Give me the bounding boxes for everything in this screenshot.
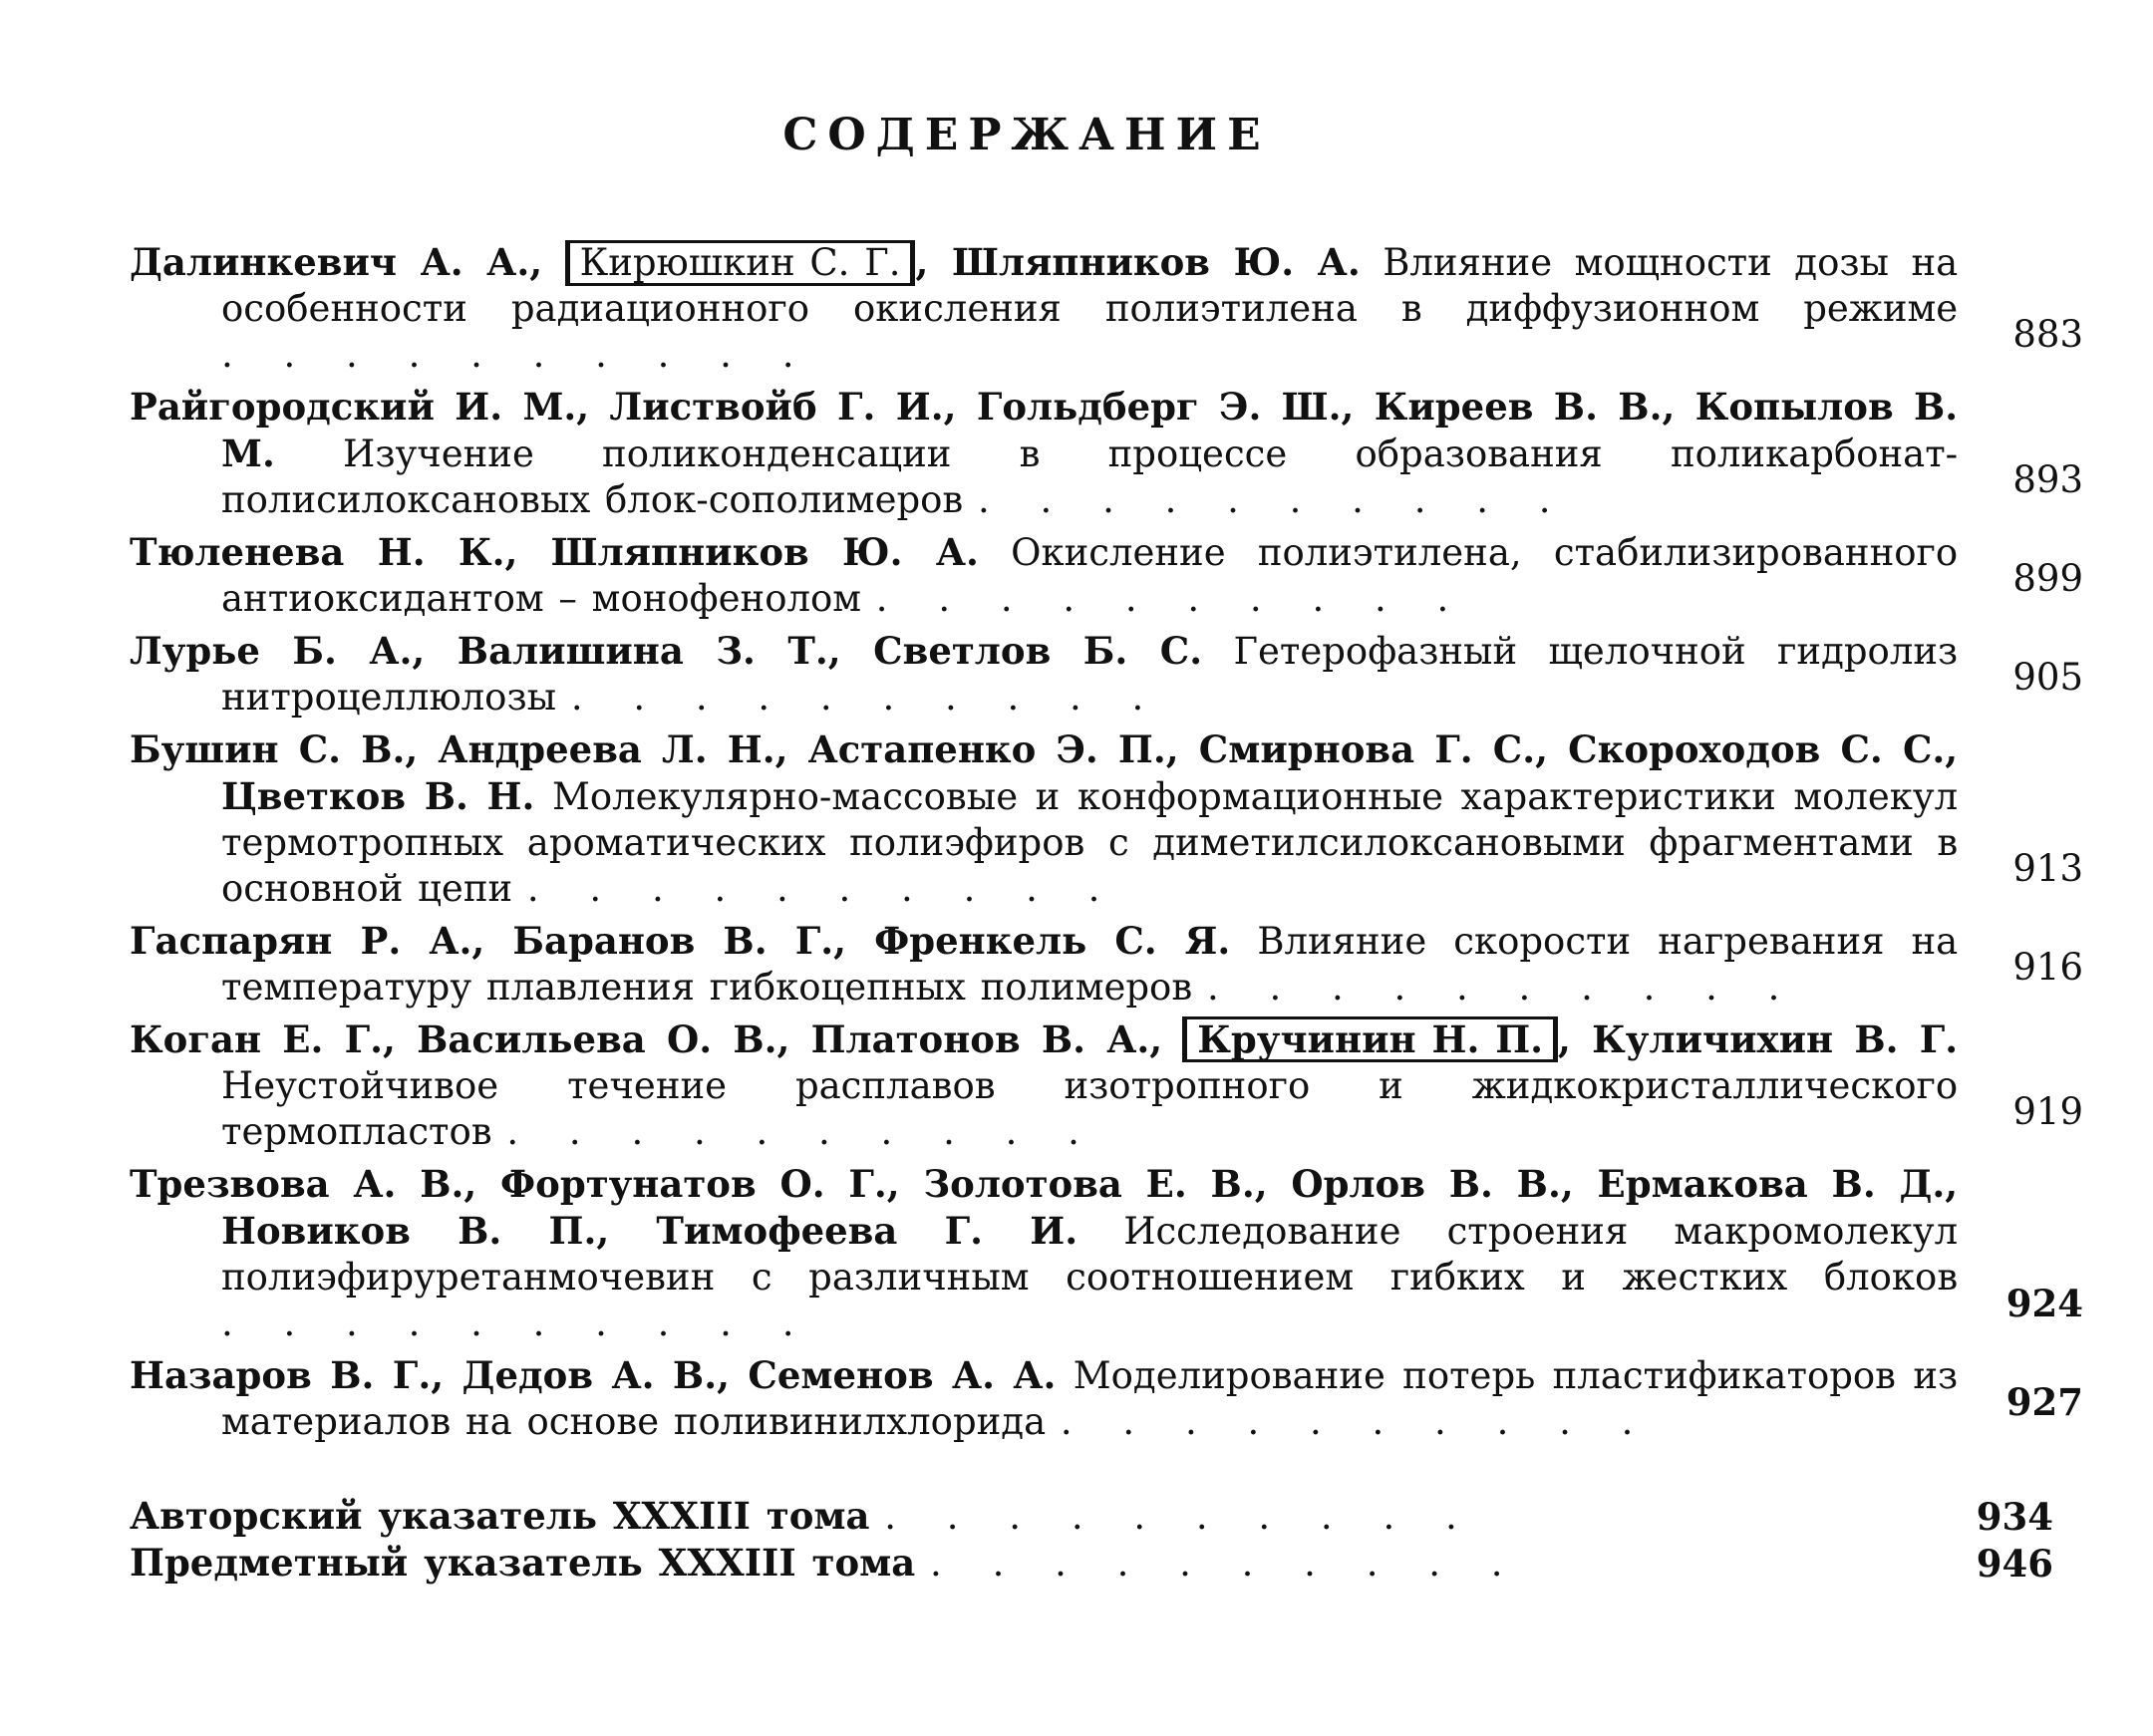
entry-title: Неустойчивое течение расплавов изотропного и жидкокристаллического термопластов	[221, 1064, 1959, 1153]
toc-entry	[130, 1016, 2083, 1155]
dot-leader: . . . . . . . . . .	[221, 333, 812, 376]
entry-page-number: 899	[2012, 557, 2083, 600]
entry-authors-cont: , Шляпников Ю. А.	[915, 240, 1361, 284]
toc-entry-text	[130, 529, 1958, 622]
dot-leader: . . . . . . . . . .	[570, 676, 1162, 719]
entry-authors: Назаров В. Г., Дедов А. В., Семенов А. А.	[130, 1353, 1057, 1397]
subject-index-label: Предметный указатель XXXIII тома	[130, 1541, 916, 1585]
dot-leader: . . . . . . . . . .	[978, 478, 1569, 521]
entry-page-number: 919	[2012, 1090, 2083, 1133]
toc-entry-text	[130, 726, 1958, 912]
toc-entry-text	[130, 384, 1958, 523]
entry-page-number: 883	[2012, 313, 2083, 356]
index-entry	[130, 1493, 2083, 1540]
entry-authors: Райгородский И. М., Листвойб Г. И., Гольдберг Э. Ш., Киреев В. В., Копылов В. М.	[130, 385, 1959, 475]
entry-authors-cont: , Куличихин В. Г.	[1558, 1017, 1959, 1061]
entry-title: Исследование строения макромолекул полиэфируретанмочевин с различным соотношением гибких и жестких блоков	[221, 1210, 1959, 1299]
entry-title: Влияние мощности дозы на особенности радиационного окисления полиэтилена в диффузионном режиме	[221, 241, 1959, 330]
entry-title: Гетерофазный щелочной гидролиз нитроцеллюлозы	[221, 630, 1959, 719]
toc-entry	[130, 1352, 2083, 1445]
index-entry	[130, 1540, 2083, 1587]
dot-leader: . . . . . . . . . .	[526, 867, 1118, 910]
toc-entry	[130, 1161, 2083, 1346]
toc-entry-text	[130, 1352, 1958, 1445]
entry-authors: Тюленева Н. К., Шляпников Ю. А.	[130, 530, 979, 574]
entry-title: Изучение поликонденсации в процессе образования поликарбонат-полисилоксановых блок-сополимеров	[221, 433, 1959, 521]
dot-leader: . . . . . . . . . .	[1060, 1400, 1652, 1443]
entry-page-number: 924	[2005, 1282, 2083, 1325]
entry-page-number: 916	[2012, 946, 2083, 989]
entry-authors: Гаспарян Р. А., Баранов В. Г., Френкель С. Я.	[130, 919, 1231, 963]
page-title: СОДЕРЖАНИЕ	[782, 110, 1271, 160]
author-index-label: Авторский указатель XXXIII тома	[130, 1494, 870, 1538]
toc-entry-text	[130, 239, 1958, 378]
dot-leader: . . . . . . . . . .	[875, 577, 1467, 620]
entry-title: Молекулярно-массовые и конформационные характеристики молекул термотропных ароматических полиэфиров с диметилсилоксановыми фрагментами в основной цепи	[221, 775, 1959, 910]
toc-entry	[130, 628, 2083, 721]
dot-leader: . . . . . . . . . .	[884, 1495, 1475, 1538]
index-page-number: 946	[1976, 1542, 2053, 1586]
entry-page-number: 913	[2012, 847, 2083, 890]
deceased-author-box: Кручинин Н. П.	[1182, 1016, 1558, 1062]
entry-page-number: 927	[2005, 1380, 2083, 1424]
dot-leader: . . . . . . . . . .	[506, 1110, 1097, 1153]
dot-leader: . . . . . . . . . .	[930, 1542, 1521, 1585]
toc-entry	[130, 726, 2083, 912]
index-entry-text	[130, 1493, 1924, 1540]
toc-entry-text	[130, 1016, 1958, 1155]
toc-entry-text	[130, 628, 1958, 721]
entry-authors: Трезвова А. В., Фортунатов О. Г., Золотова Е. В., Орлов В. В., Ермакова В. Д., Новиков В. П., Тимофеева Г. И.	[130, 1162, 1959, 1253]
entry-authors: Коган Е. Г., Васильева О. В., Платонов В. А.,	[130, 1017, 1163, 1061]
entry-page-number: 893	[2012, 458, 2083, 501]
dot-leader: . . . . . . . . . .	[221, 1302, 812, 1344]
entry-page-number: 905	[2012, 656, 2083, 699]
deceased-author-box: Кирюшкин С. Г.	[565, 240, 916, 286]
toc-entry-text	[130, 918, 1958, 1011]
toc-entry	[130, 384, 2083, 523]
index-page-number: 934	[1976, 1495, 2053, 1539]
entry-authors: Далинкевич А. А.,	[130, 240, 543, 284]
toc-entry-text	[130, 1161, 1958, 1346]
dot-leader: . . . . . . . . . .	[1206, 966, 1798, 1009]
entry-authors: Бушин С. В., Андреева Л. Н., Астапенко Э. П., Смирнова Г. С., Скороходов С. С., Цветков В. Н.	[130, 727, 1959, 818]
entry-title: Окисление полиэтилена, стабилизированного антиоксидантом – монофенолом	[221, 531, 1959, 620]
table-of-contents	[130, 239, 2083, 1592]
index-entry-text	[130, 1540, 1924, 1587]
toc-entry	[130, 239, 2083, 378]
entry-title: Влияние скорости нагревания на температуру плавления гибкоцепных полимеров	[221, 920, 1959, 1009]
entry-title: Моделирование потерь пластификаторов из материалов на основе поливинилхлорида	[221, 1354, 1959, 1443]
entry-authors: Лурье Б. А., Валишина З. Т., Светлов Б. С.	[130, 629, 1203, 673]
toc-entry	[130, 529, 2083, 622]
toc-entry	[130, 918, 2083, 1011]
